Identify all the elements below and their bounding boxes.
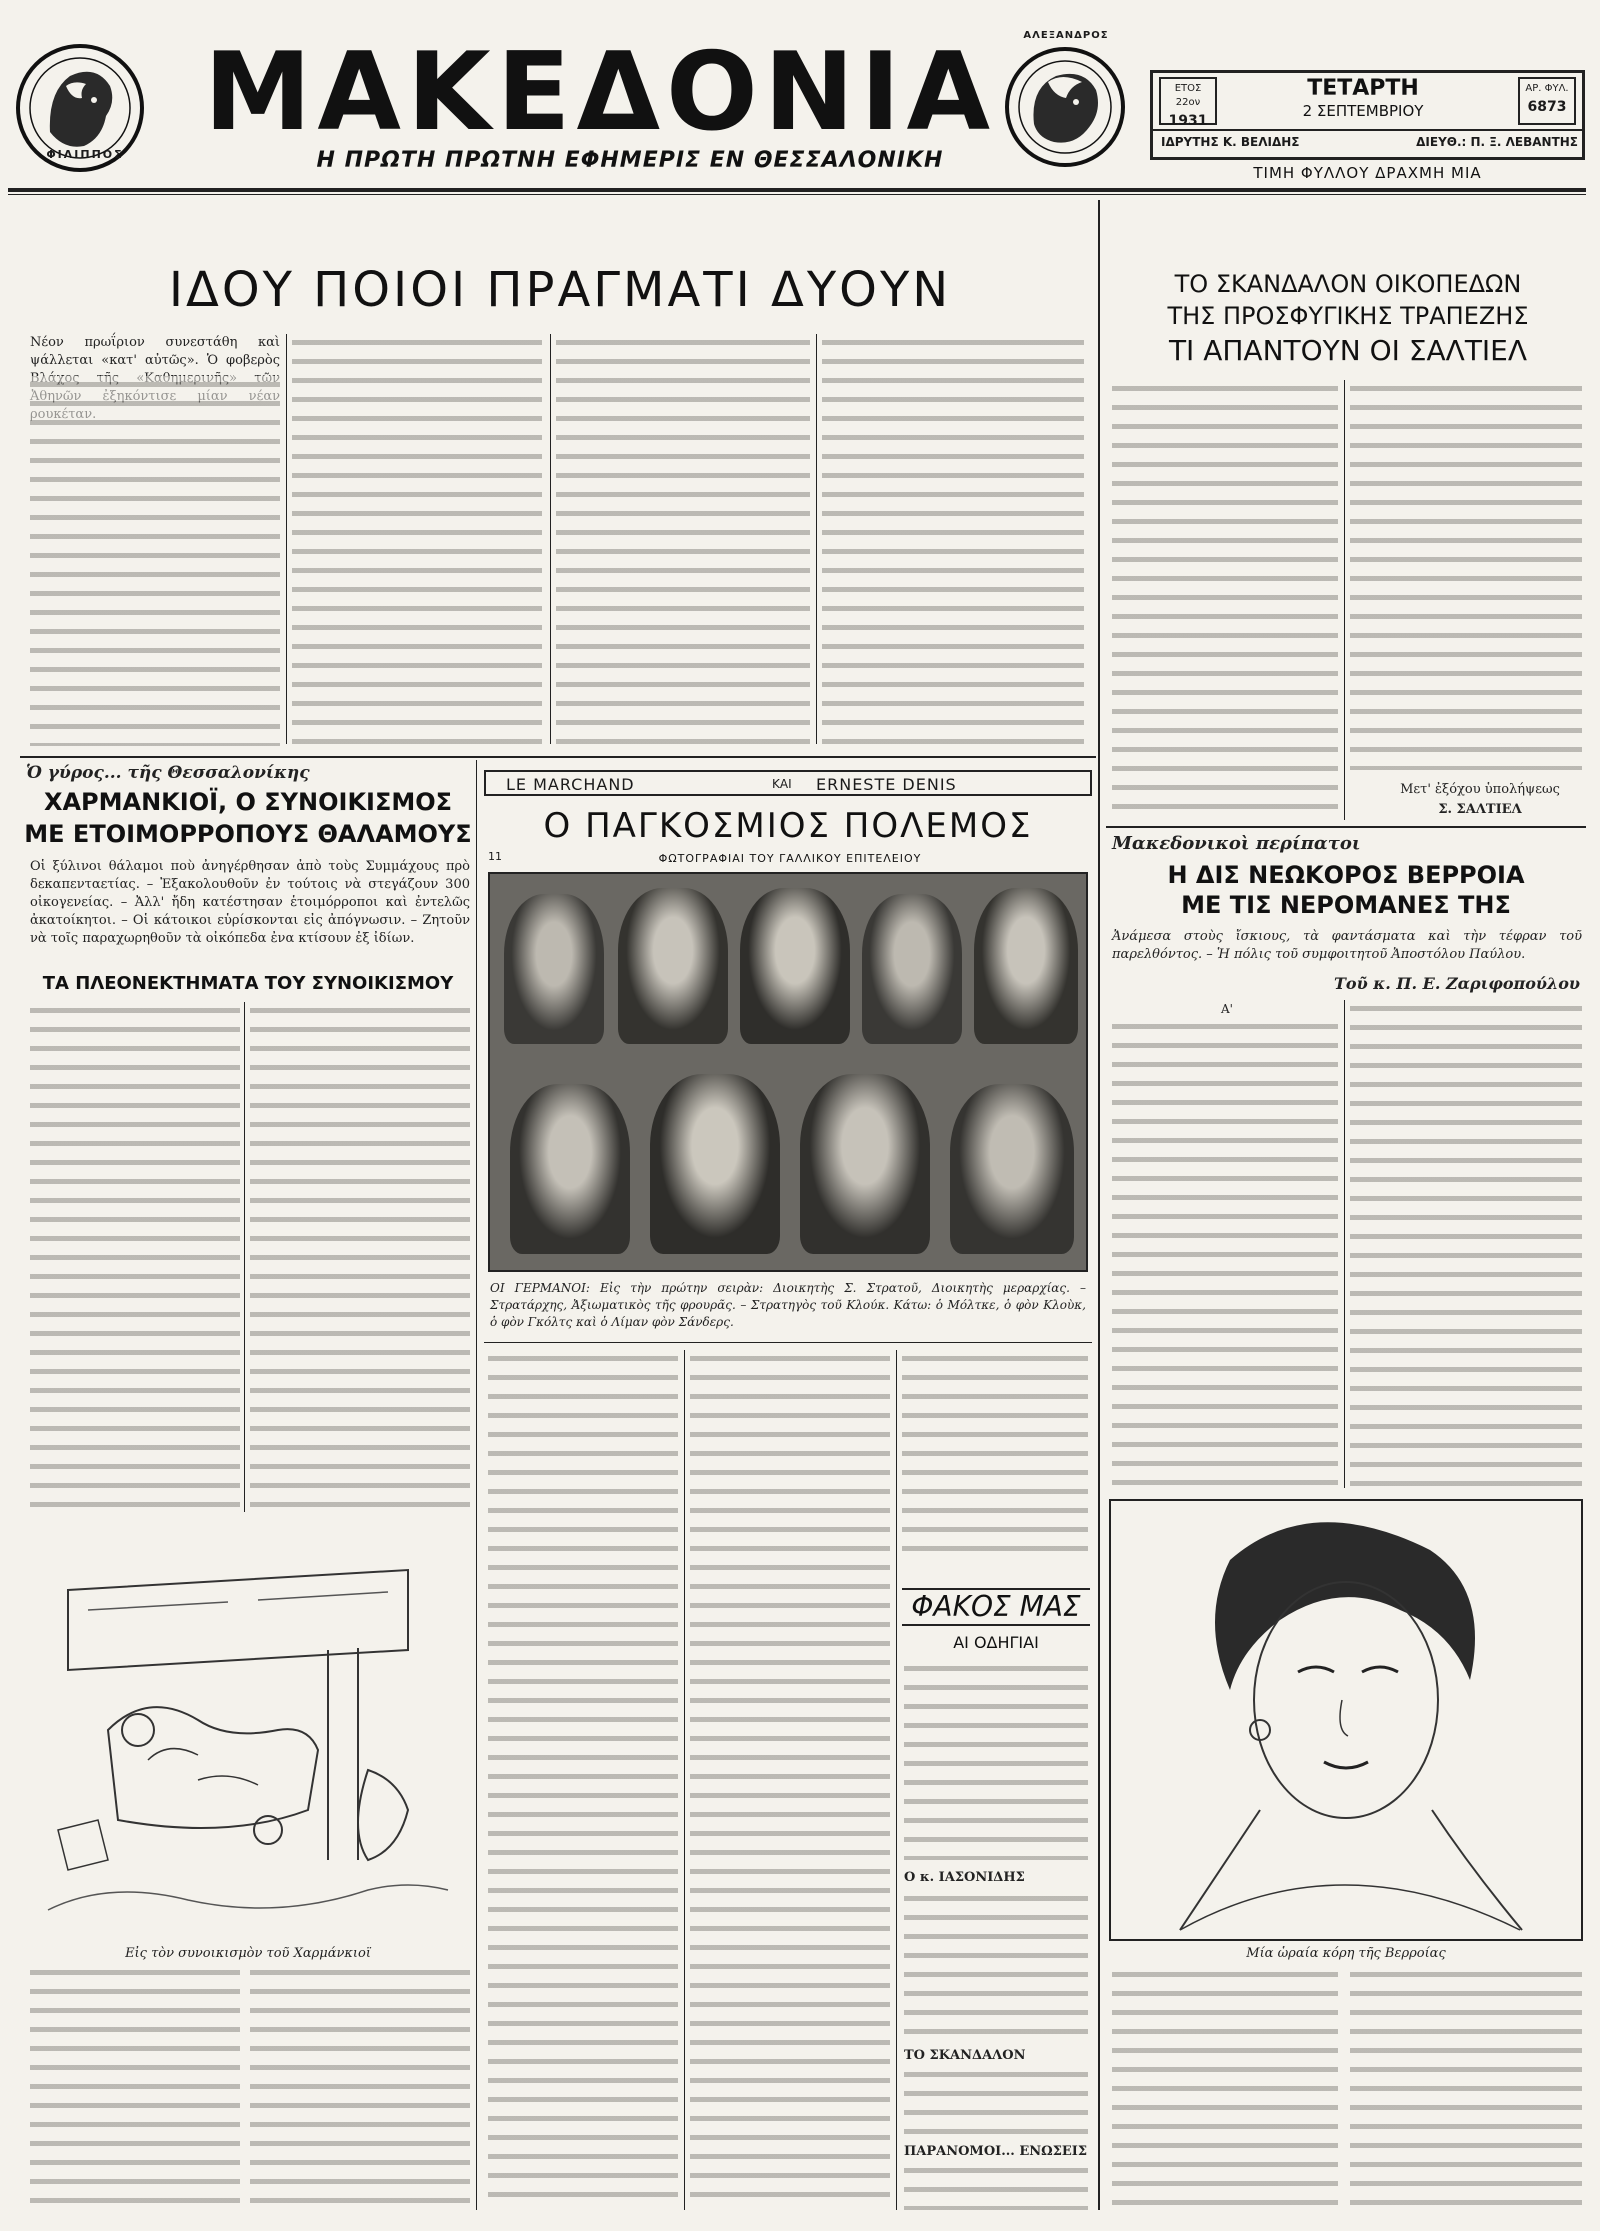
portrait-4 [862,894,962,1044]
issue-number: 6873 [1527,99,1567,115]
fakos-column-2 [904,1890,1088,2040]
verroia-column-2 [1350,1000,1582,1488]
war-photo-caption: ΟΙ ΓΕΡΜΑΝΟΙ: Εἰς τὴν πρώτην σειρὰν: Διοικητὴς Σ. Στρατοῦ, Διοικητὴς μεραρχίας. – Στρατάρχης, Ἀξιωματικὸς τῆς φρουρᾶς. – Στρατηγὸς τοῦ Κλούκ. Κάτω: ὁ Μόλτκε, ὁ φὸν Κλοὺκ, ὁ φὸν Γκόλτς καὶ ὁ Λίμαν φὸν Σάνδερς. [490,1281,1086,1329]
right-emblem-legend: ΑΛΕΞΑΝΔΡΟΣ [1023,30,1109,41]
fakos-subhead: ΑΙ ΟΔΗΓΙΑΙ [953,1633,1039,1652]
thessaloniki-column-2 [250,1002,470,1512]
portrait-7 [650,1074,780,1254]
war-column-3 [902,1350,1088,1560]
thessaloniki-headline-2: ΜΕ ΕΤΟΙΜΟΡΡΟΠΟΥΣ ΘΑΛΑΜΟΥΣ [24,820,472,848]
fakos-column-3 [904,2066,1088,2136]
lead-opening: Νέον πρωΐριον συνεστάθη καὶ ψάλλεται «κατ' αὐτῶς». Ὁ φοβερὸς [30,335,280,368]
portrait-3 [740,888,850,1044]
verroia-headline-2: ΜΕ ΤΙΣ ΝΕΡΟΜΑΝΕΣ ΤΗΣ [1181,891,1511,919]
portrait-1 [504,894,604,1044]
right-column-2 [1350,380,1582,770]
year-value: 1931 [1168,113,1208,129]
thessaloniki-kicker: Ὁ γύρος... τῆς Θεσσαλονίκης [26,763,310,783]
verroia-column-3 [1112,1966,1338,2210]
war-banner-mid: ΚΑΙ [772,777,792,791]
fakos-heading: ΦΑΚΟΣ ΜΑΣ [902,1588,1090,1626]
verroia-column-1 [1112,1018,1338,1488]
fakos-column-4 [904,2162,1088,2210]
newspaper-subtitle: Η ΠΡΩΤΗ ΠΡΩΤΝΗ ΕΦΗΜΕΡΙΣ ΕΝ ΘΕΣΣΑΛΟΝΙΚΗ [316,148,944,173]
war-banner-left: LE MARCHAND [506,775,635,794]
verroia-kicker: Μακεδονικοὶ περίπατοι [1112,833,1361,854]
verroia-byline: Τοῦ κ. Π. Ε. Ζαριφοπούλου [1334,974,1580,993]
thessaloniki-standfirst: Οἱ ξύλινοι θάλαμοι ποὺ ἀνηγέρθησαν ἀπὸ τοὺς Συμμάχους πρὸ δεκαπενταετίας. – Ἐξακολουθοῦν ἐν τούτοις νὰ στεγάζουν 300 οἰκογενείας. – Ἀλλ' ἤδη κατέστησαν ἑτοιμόρροποι καὶ ἐντελῶς ἀκατοίκητοι. – Οἱ κάτοικοι εὑρίσκονται εἰς ἀπόγνωσιν. – Ζητοῦν νὰ τοῖς παραχωρηθοῦν τὰ οἰκόπεδα ἐνα κτίσουν ἐξ ἰδίων. [30,859,470,946]
illustration-caption: Εἰς τὸν συνοικισμὸν τοῦ Χαρμάνκιοϊ [125,1946,371,1961]
alexander-coin-emblem [1000,44,1130,170]
year-cell [1159,77,1217,129]
war-page-marker: 11 [488,850,502,863]
right-signature: Σ. ΣΑΛΤΙΕΛ [1438,802,1522,817]
lead-column-2 [292,334,542,746]
lead-column-3 [556,334,810,746]
issue-label: ΑΡ. ΦΥΛ. [1525,83,1569,94]
fakos-note-2: ΤΟ ΣΚΑΝΔΑΛΟΝ [904,2048,1026,2063]
verroia-portrait [1110,1500,1582,1940]
portrait-5 [974,888,1078,1044]
war-subheadline: ΦΩΤΟΓΡΑΦΙΑΙ ΤΟΥ ΓΑΛΛΙΚΟΥ ΕΠΙΤΕΛΕΙΟΥ [658,852,922,865]
lead-column-4 [822,334,1084,746]
portrait-9 [950,1084,1074,1254]
right-headline-1: ΤΟ ΣΚΑΝΔΑΛΟΝ ΟΙΚΟΠΕΔΩΝ [1174,270,1522,298]
left-emblem-legend: ΦΙΛΙΠΠΟΣ [46,148,124,161]
right-headline-3: ΤΙ ΑΠΑΝΤΟΥΝ ΟΙ ΣΑΛΤΙΕΛ [1168,334,1528,367]
verroia-column-4 [1350,1966,1582,2210]
issue-cell [1518,77,1576,125]
fakos-column-1 [904,1660,1088,1860]
weekday: ΤΕΤΑΡΤΗ [1307,76,1419,101]
thessaloniki-column-1 [30,1002,240,1512]
year-label: ΕΤΟΣ 22ον [1174,83,1202,108]
war-photo-collage [488,872,1088,1272]
thessaloniki-column-3 [30,1964,240,2214]
fakos-note-1: Ο κ. ΙΑΣΟΝΙΔΗΣ [904,1870,1025,1885]
verroia-standfirst: Ἀνάμεσα στοὺς ἴσκιους, τὰ φαντάσματα καὶ τὴν τέφραν τοῦ παρελθόντος. – Ἡ πόλις τοῦ συμφοιτητοῦ Ἀποστόλου Παύλου. [1112,929,1582,962]
founder: ΙΔΡΥΤΗΣ Κ. ΒΕΛΙΔΗΣ [1161,135,1300,149]
thessaloniki-column-4 [250,1964,470,2214]
thessaloniki-headline-1: ΧΑΡΜΑΝΚΙΟΪ, Ο ΣΥΝΟΙΚΙΣΜΟΣ [43,788,453,816]
war-banner-right: ERNESTE DENIS [816,775,957,794]
fakos-note-3: ΠΑΡΑΝΟΜΟΙ... ΕΝΩΣΕΙΣ [904,2144,1088,2159]
portrait-6 [510,1084,630,1254]
masthead [0,0,1600,182]
portrait-2 [618,888,728,1044]
war-column-2 [690,1350,890,2210]
verroia-section-marker: Α' [1221,1002,1233,1016]
right-column-1 [1112,380,1338,820]
lead-headline: ΙΔΟΥ ΠΟΙΟΙ ΠΡΑΓΜΑΤΙ ΔΥΟΥΝ [168,262,952,318]
harmankioi-illustration [28,1530,468,1940]
verroia-headline-1: Η ΔΙΣ ΝΕΩΚΟΡΟΣ ΒΕΡΡΟΙΑ [1167,861,1525,889]
portrait-8 [800,1074,930,1254]
edition-box [1150,70,1585,160]
thessaloniki-subhead: ΤΑ ΠΛΕΟΝΕΚΤΗΜΑΤΑ ΤΟΥ ΣΥΝΟΙΚΙΣΜΟΥ [42,973,454,994]
right-signoff: Μετ' ἐξόχου ὑπολήψεως [1400,782,1560,797]
director: ΔΙΕΥΘ.: Π. Ξ. ΛΕΒΑΝΤΗΣ [1416,135,1578,149]
newspaper-title: ΜΑΚΕΔΟΝΙΑ [203,30,997,155]
right-headline-2: ΤΗΣ ΠΡΟΣΦΥΓΙΚΗΣ ΤΡΑΠΕΖΗΣ [1167,302,1529,330]
war-headline: Ο ΠΑΓΚΟΣΜΙΟΣ ΠΟΛΕΜΟΣ [543,806,1033,846]
war-banner [484,770,1092,796]
lead-column-1 [30,376,280,746]
date: 2 ΣΕΠΤΕΜΒΡΙΟΥ [1302,102,1424,120]
portrait-caption: Μία ὡραία κόρη τῆς Βερροίας [1246,1946,1446,1961]
price: ΤΙΜΗ ΦΥΛΛΟΥ ΔΡΑΧΜΗ ΜΙΑ [1253,164,1482,182]
war-column-1 [488,1350,678,2210]
